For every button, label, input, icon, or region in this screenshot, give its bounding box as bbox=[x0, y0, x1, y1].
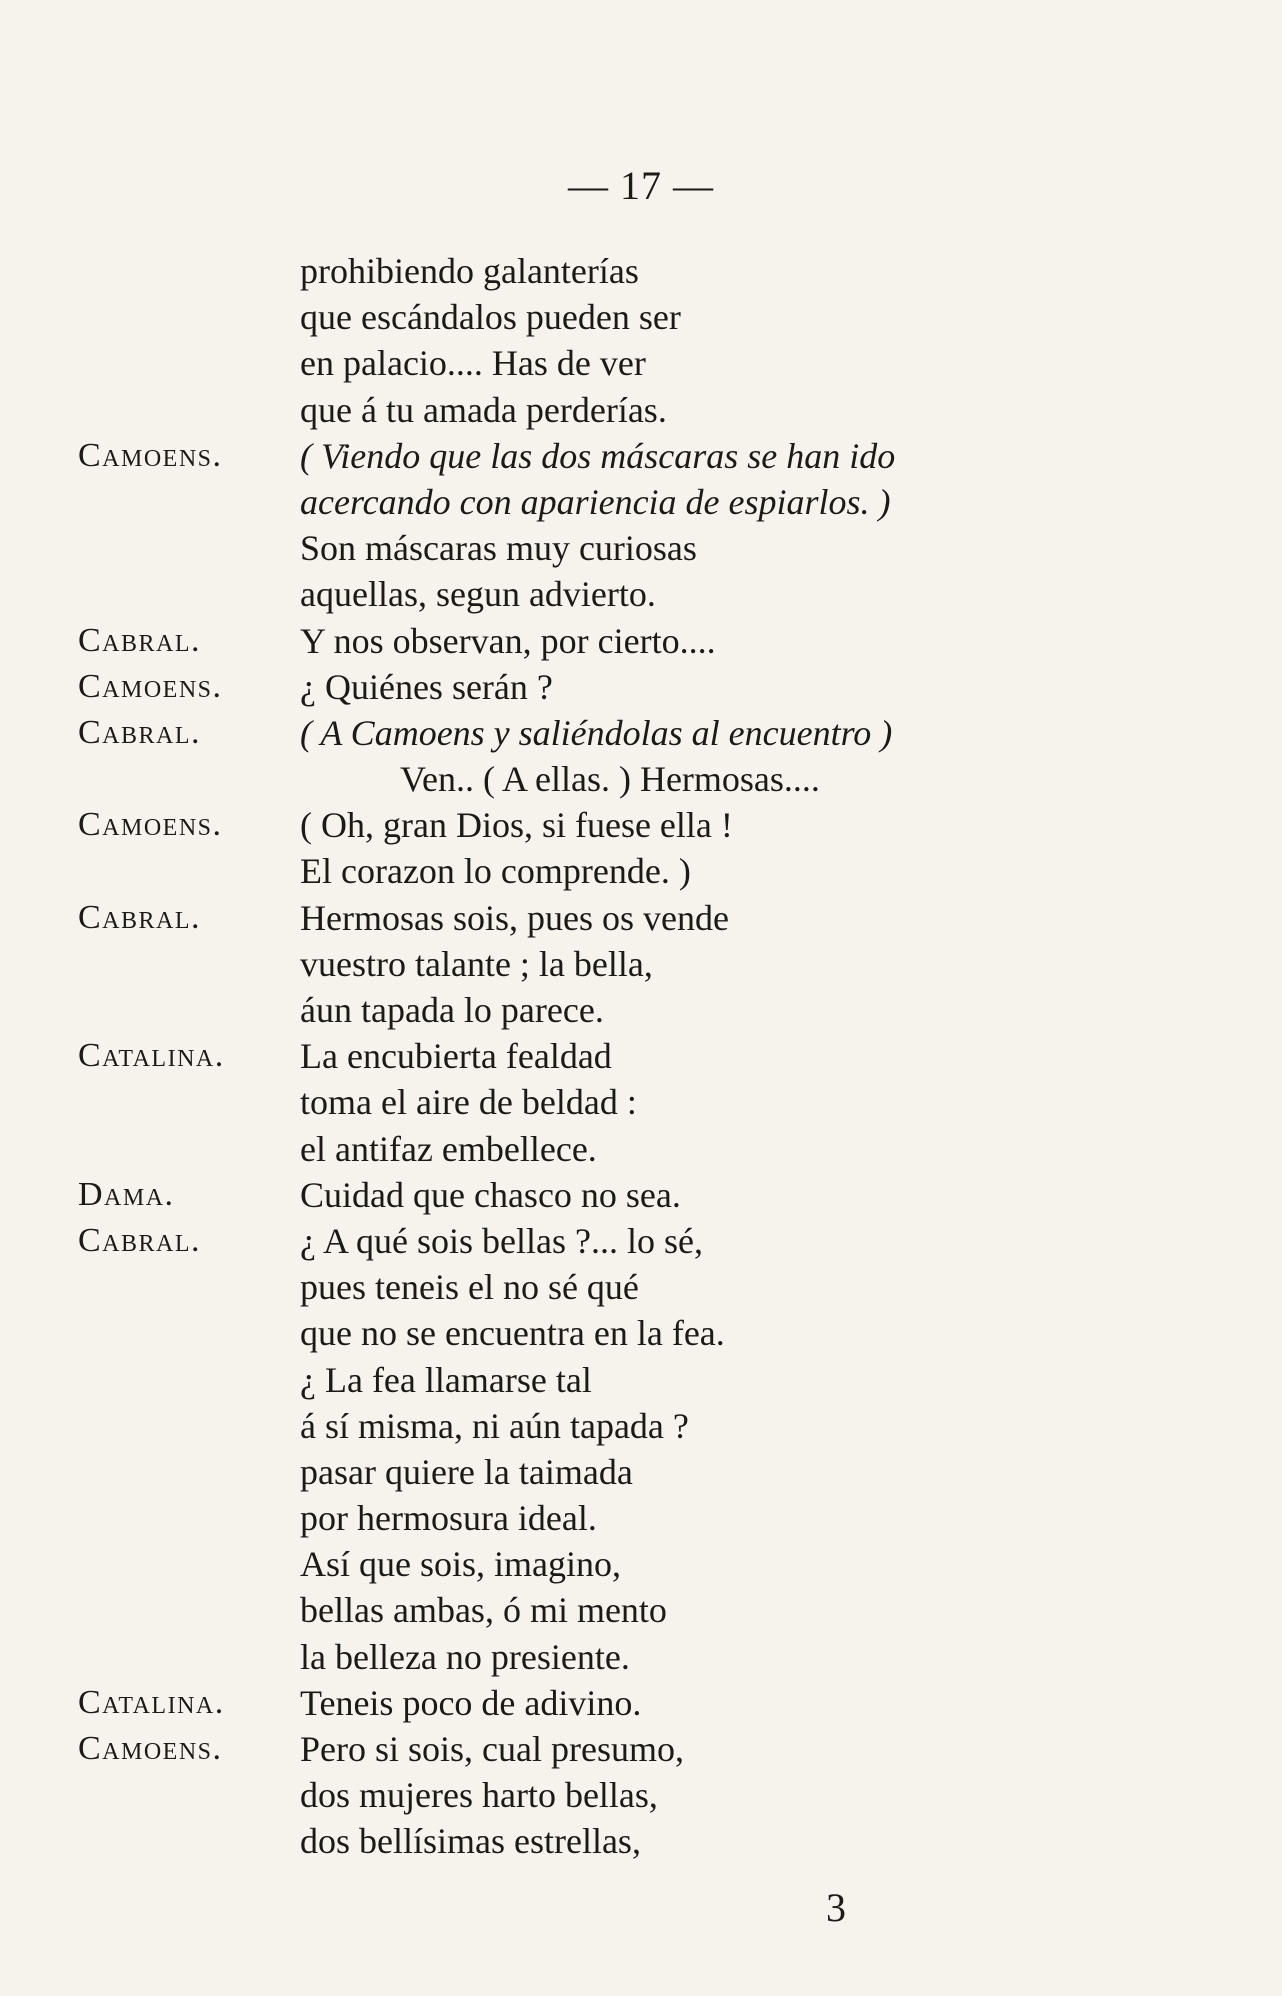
verse-line bbox=[0, 987, 1282, 1033]
verse-line bbox=[0, 1310, 1282, 1356]
speaker-name: Camoens. bbox=[78, 436, 223, 474]
verse-text: por hermosura ideal. bbox=[300, 1498, 597, 1539]
verse-text: bellas ambas, ó mi mento bbox=[300, 1590, 667, 1631]
verse-text: Teneis poco de adivino. bbox=[300, 1682, 642, 1723]
verse-line bbox=[0, 1541, 1282, 1587]
verse-text: que escándalos pueden ser bbox=[300, 297, 681, 338]
verse-line bbox=[0, 1403, 1282, 1449]
verse-line bbox=[0, 756, 1282, 802]
verse-text: que á tu amada perderías. bbox=[300, 389, 667, 430]
verse-line bbox=[0, 895, 1282, 941]
verse-line bbox=[0, 387, 1282, 433]
stage-direction: ( A Camoens y saliéndolas al encuentro ) bbox=[300, 712, 893, 753]
verse-text: Ven.. ( A ellas. ) Hermosas.... bbox=[400, 759, 820, 800]
verse-line bbox=[0, 710, 1282, 756]
speaker-name: Camoens. bbox=[78, 806, 223, 844]
verse-line bbox=[0, 571, 1282, 617]
verse-text: aquellas, segun advierto. bbox=[300, 574, 656, 615]
verse-text: La encubierta fealdad bbox=[300, 1036, 612, 1077]
verse-line bbox=[0, 1818, 1282, 1864]
verse-text: El corazon lo comprende. ) bbox=[300, 851, 691, 892]
verse-line bbox=[0, 1726, 1282, 1772]
verse-line bbox=[0, 941, 1282, 987]
verse-text: ¿ Quiénes serán ? bbox=[300, 666, 553, 707]
stage-direction: ( Viendo que las dos máscaras se han ido bbox=[300, 435, 896, 476]
verse-text: que no se encuentra en la fea. bbox=[300, 1313, 725, 1354]
verse-line bbox=[0, 1634, 1282, 1680]
verse-text: ¿ A qué sois bellas ?... lo sé, bbox=[300, 1220, 703, 1261]
verse-line bbox=[0, 294, 1282, 340]
verse-text: Son máscaras muy curiosas bbox=[300, 528, 697, 569]
verse-text: ( Oh, gran Dios, si fuese ella ! bbox=[300, 805, 733, 846]
verse-line bbox=[0, 1587, 1282, 1633]
speaker-name: Catalina. bbox=[78, 1037, 225, 1075]
verse-text: áun tapada lo parece. bbox=[300, 990, 604, 1030]
speaker-name: Camoens. bbox=[78, 667, 223, 705]
verse-line bbox=[0, 1079, 1282, 1125]
verse-text: Pero si sois, cual presumo, bbox=[300, 1729, 684, 1769]
speaker-name: Cabral. bbox=[78, 713, 202, 751]
verse-line bbox=[0, 525, 1282, 571]
verse-line bbox=[0, 340, 1282, 386]
verse-line bbox=[0, 1264, 1282, 1310]
verse-line bbox=[0, 1680, 1282, 1726]
signature-mark: 3 bbox=[826, 1885, 846, 1930]
page-number: — 17 — bbox=[568, 163, 714, 208]
speaker-name: Cabral. bbox=[78, 898, 202, 936]
verse-line bbox=[0, 1449, 1282, 1495]
verse-line bbox=[0, 848, 1282, 894]
speaker-name: Catalina. bbox=[78, 1683, 225, 1721]
verse-text: Cuidad que chasco no sea. bbox=[300, 1174, 681, 1215]
verse-text: dos mujeres harto bellas, bbox=[300, 1775, 658, 1816]
verse-text: Así que sois, imagino, bbox=[300, 1544, 621, 1585]
verse-text: á sí misma, ni aún tapada ? bbox=[300, 1405, 689, 1446]
verse-line bbox=[0, 802, 1282, 848]
verse-line bbox=[0, 433, 1282, 479]
verse-line bbox=[0, 479, 1282, 525]
verse-text: la belleza no presiente. bbox=[300, 1636, 630, 1677]
speaker-name: Camoens. bbox=[78, 1730, 223, 1767]
verse-line bbox=[0, 1033, 1282, 1079]
speaker-name: Cabral. bbox=[78, 621, 202, 659]
speaker-name: Cabral. bbox=[78, 1221, 202, 1259]
verse-text: Y nos observan, por cierto.... bbox=[300, 620, 716, 661]
stage-direction: acercando con apariencia de espiarlos. ) bbox=[300, 481, 891, 522]
verse-text: vuestro talante ; la bella, bbox=[300, 943, 653, 984]
verse-line bbox=[0, 1126, 1282, 1172]
verse-text: dos bellísimas estrellas, bbox=[300, 1821, 641, 1862]
verse-line bbox=[0, 1218, 1282, 1264]
verse-text: toma el aire de beldad : bbox=[300, 1082, 637, 1123]
verse-text: en palacio.... Has de ver bbox=[300, 343, 646, 384]
play-text bbox=[0, 248, 1282, 1865]
verse-line bbox=[0, 1772, 1282, 1818]
verse-line bbox=[0, 618, 1282, 664]
verse-line bbox=[0, 1172, 1282, 1218]
verse-line bbox=[0, 1495, 1282, 1541]
verse-text: Hermosas sois, pues os vende bbox=[300, 897, 729, 938]
verse-line bbox=[0, 1357, 1282, 1403]
verse-text: el antifaz embellece. bbox=[300, 1128, 597, 1169]
verse-line bbox=[0, 664, 1282, 710]
verse-text: prohibiendo galanterías bbox=[300, 251, 639, 291]
verse-line bbox=[0, 248, 1282, 294]
verse-text: pues teneis el no sé qué bbox=[300, 1267, 639, 1308]
verse-text: pasar quiere la taimada bbox=[300, 1451, 633, 1492]
speaker-name: Dama. bbox=[78, 1175, 175, 1213]
verse-text: ¿ La fea llamarse tal bbox=[300, 1359, 592, 1400]
